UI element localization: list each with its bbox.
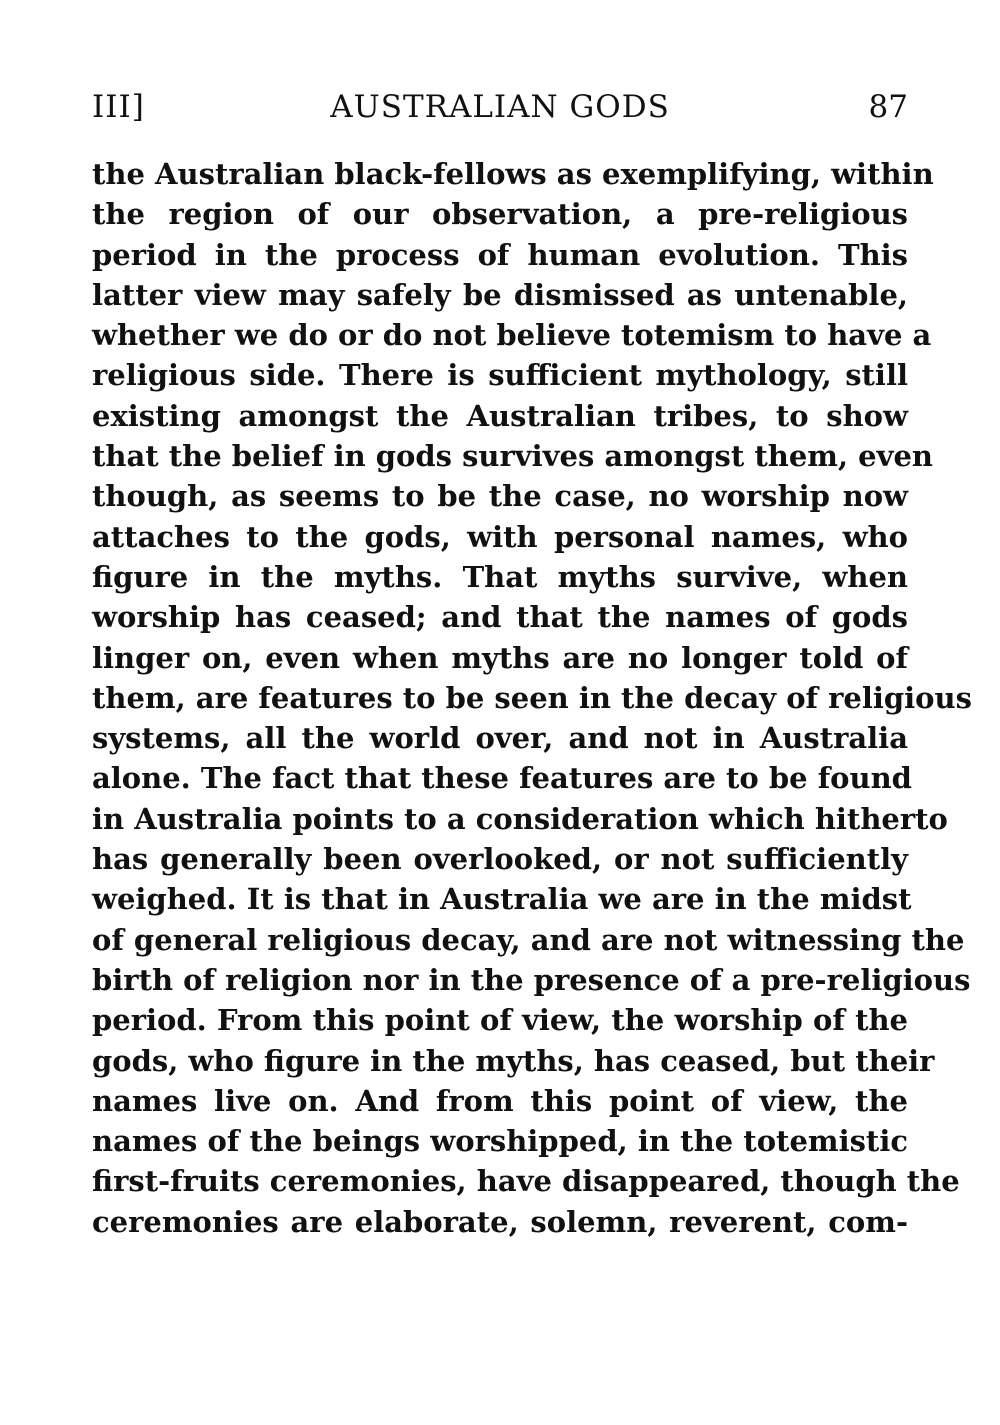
text-line: ceremonies are elaborate, solemn, reverent, com- <box>92 1204 908 1239</box>
text-line: first-fruits ceremonies, have disappeared, though the <box>92 1164 960 1199</box>
book-page <box>92 86 972 1242</box>
text-line: in Australia points to a consideration which hitherto <box>92 801 948 836</box>
text-line: of general religious decay, and are not witnessing the <box>92 922 965 957</box>
text-line: existing amongst the Australian tribes, to show <box>92 398 908 433</box>
running-title: AUSTRALIAN GODS <box>330 89 670 125</box>
text-line: the Australian black-fellows as exemplifying, within <box>92 157 934 191</box>
text-line: them, are features to be seen in the decay of religious <box>92 680 972 715</box>
text-line: period in the process of human evolution. This <box>92 237 908 272</box>
text-line: attaches to the gods, with personal names, who <box>92 519 908 554</box>
text-line: religious side. There is sufficient mythology, still <box>92 358 908 393</box>
text-line: gods, who figure in the myths, has ceased, but their <box>92 1043 935 1078</box>
text-line: figure in the myths. That myths survive, when <box>92 559 908 594</box>
text-line: though, as seems to be the case, no worship now <box>92 479 908 514</box>
text-line: birth of religion nor in the presence of a pre-religious <box>92 962 971 997</box>
text-line: latter view may safely be dismissed as untenable, <box>92 277 908 312</box>
text-line: has generally been overlooked, or not sufficiently <box>92 842 908 877</box>
text-line: the region of our observation, a pre-religious <box>92 197 908 232</box>
text-line: systems, all the world over, and not in Australia <box>92 721 908 756</box>
text-line: names of the beings worshipped, in the totemistic <box>92 1124 908 1159</box>
text-line: period. From this point of view, the worship of the <box>92 1003 908 1038</box>
chapter-number: III] <box>92 89 145 125</box>
text-line: names live on. And from this point of view, the <box>92 1083 908 1118</box>
text-line: linger on, even when myths are no longer told of <box>92 640 908 675</box>
text-line: whether we do or do not believe totemism to have a <box>92 318 932 353</box>
page-number: 87 <box>868 89 908 125</box>
body-text <box>92 154 972 1242</box>
running-head <box>92 86 908 128</box>
text-line: weighed. It is that in Australia we are in the midst <box>92 882 912 917</box>
text-line: that the belief in gods survives amongst them, even <box>92 439 934 474</box>
text-line: alone. The fact that these features are to be found <box>92 761 912 796</box>
text-line: worship has ceased; and that the names of gods <box>92 600 908 635</box>
